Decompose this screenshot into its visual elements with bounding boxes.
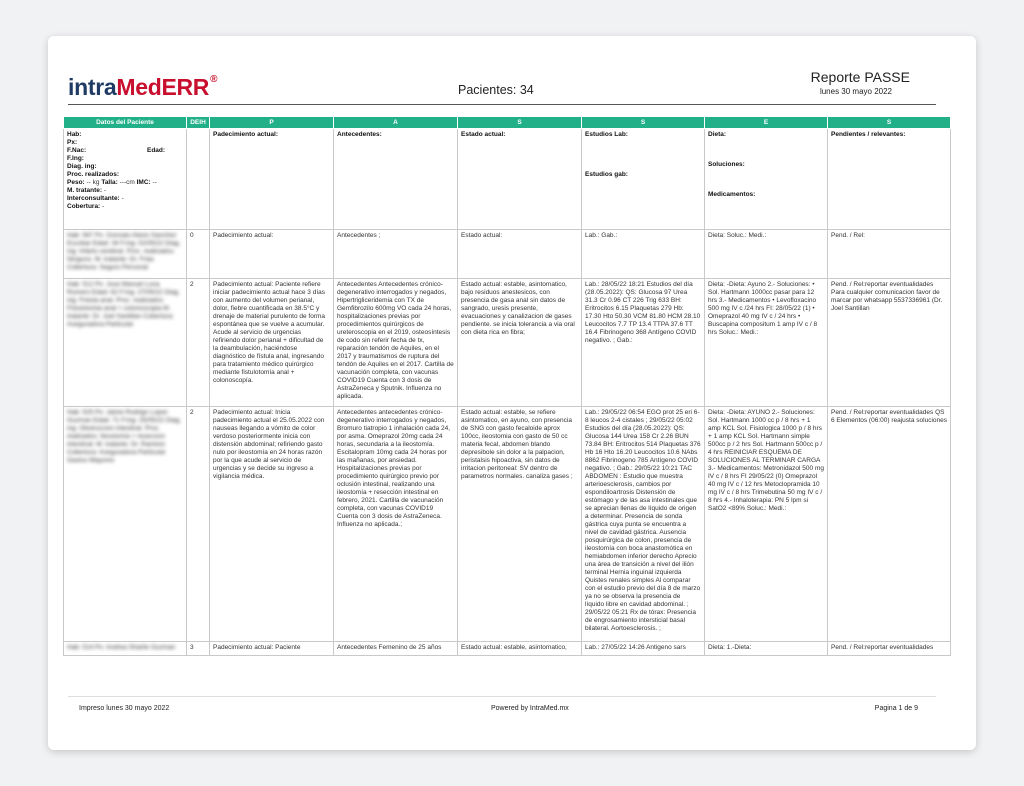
intramed-logo [68,74,217,101]
template-deih-cell [187,129,210,230]
report-header [48,36,976,106]
report-title: Reporte PASSE [810,69,910,85]
report-page [48,36,976,750]
table-row [64,279,951,407]
label-imc: IMC: [136,179,151,186]
label-fnac: F.Nac: [67,147,87,154]
table-row [64,407,951,642]
col-header-e: E [705,117,828,129]
s1-cell: Estado actual: estable, asintomatico, bajo residuos anestesicos, con presencia de gasa anal sin datos de sangrado, uresis presente, evacuaciones y canalizacion de gases pendiente. se inicia tolerancia a via oral con dieta rica en fibra; [458,279,582,407]
p-cell: Padecimiento actual: Paciente refiere iniciar padecimiento actual hace 3 días con aumento del volumen perianal, dolor, fiebre cuantificada en 38.5°C y drenaje de material purulento de forma espontánea que se vuelve a acumular. Acude al servicio de urgencias refiriendo dolor perianal + dificultad de la deambulación, haciéndose diagnóstico de fístula anal, ingresando para tratamiento médico quirúrgico mediante fistulotomía anal + colonoscopía. [210,279,334,407]
template-row [64,129,951,230]
label-proc: Proc. realizados: [67,171,120,178]
label-dieta: Dieta: [708,131,727,138]
label-tratante: M. tratante: [67,187,103,194]
e-cell: Dieta: 1.-Dieta: [705,642,828,656]
label-pendientes: Pendientes / relevantes: [831,131,906,138]
deih-cell: 3 [187,642,210,656]
table-row [64,230,951,279]
col-header-deih: DEIH [187,117,210,129]
patients-count: Pacientes: 34 [458,83,534,97]
col-header-s2: S [582,117,705,129]
label-estudios-gab: Estudios gab: [585,171,628,178]
template-p-cell [210,129,334,230]
printed-date: Impreso lunes 30 mayo 2022 [79,705,170,712]
s1-cell: Estado actual: [458,230,582,279]
report-date: lunes 30 mayo 2022 [819,87,892,96]
s3-cell: Pend. / Rel:reportar eventualidades Para cualquier comunicacion favor de marcar por whatsapp 5537336961 (Dr. Joel Santillan [828,279,951,407]
label-medicamentos: Medicamentos: [708,191,756,198]
label-px: Px: [67,139,78,146]
logo-part2: MedERR [116,74,210,100]
p-cell: Padecimiento actual: [210,230,334,279]
template-e-cell [705,129,828,230]
p-cell: Padecimiento actual: Inicia padecimiento actual el 25.05.2022 con nauseas llegando a vómito de color verdoso posteriormente inicia con distensión abdominal; refiriendo gasto nulo por ileostomía en 24 horas razón por la que acude al servicio de urgencias y se decide su ingreso a vigilancia médica. [210,407,334,642]
label-hab: Hab: [67,131,82,138]
value-tratante: - [103,187,107,194]
a-cell: Antecedentes Antecedentes crónico-degenerativo interrogados y negados, Hipertrigliceridemia con TX de Gemfibrozilo 600mg VO cada 24 horas, hospitalizaciones previas por procedimientos quirúrgicos de ureteroscopia en el 2019, osteosíntesis de codo sin referir fecha de tx, reparación tendón de Aquiles, en el 2017 y traumatismos de ruptura del tendón de Aquiles en el 2017. Cartilla de vacunación completa, con vacunas COVID19 Cuenta con 3 dosis de AstraZeneca y Sputnik. Influenza no aplicada. [334,279,458,407]
e-cell: Dieta: Soluc.: Medi.: [705,230,828,279]
label-cobertura: Cobertura: [67,203,101,210]
patient-info-cell: Hab: 525 Px: Jaime Rodrigo Lopez Guzman Edad: 71 F.Ing: 25/05/22 Diag. ing: Obstruccion intestinal. Proc. realizados: Ileostomia + reseccion intestinal. M. tratante: Dr. Ramirez Cobertura: Aseguradora Particular Gastos Mayores [64,407,187,642]
patients-table [63,116,951,656]
deih-cell: 2 [187,407,210,642]
label-diag: Diag. ing: [67,163,97,170]
s3-cell: Pend. / Rel:reportar eventualidades QS 6 Elementos (06:00) reajusta soluciones [828,407,951,642]
label-estado: Estado actual: [461,131,506,138]
a-cell: Antecedentes antecedentes crónico-degenerativo interrogados y negados, Bromuro tiatropio 1 inhalación cada 24, por asma. Omeprazol 20mg cada 24 horas, secundaria a la ileostomía. Escitalopram 10mg cada 24 horas por las mañanas, por ansiedad. Hospitalizaciones previas por procedimiento quirúrgico previo por oclusión intestinal, realizando una ileostomía + resección intestinal en febrero, 2021. Cartilla de vacunación completa, con vacunas COVID19 Cuenta con 3 dosis de AstraZeneca. Influenza no aplicada.; [334,407,458,642]
s1-cell: Estado actual: estable, asintomatico, [458,642,582,656]
label-padecimiento: Padecimiento actual: [213,131,279,138]
patient-info-cell: Hab: 512 Px: Jose Manuel Luna Romero Edad: 62 F.Ing: 27/05/22 Diag. ing: Fistula anal. Proc. realizados: Fistulotomia anal + colonoscopia M. tratante: Dr. Joel Santillan Cobertura: Aseguradora Particular [64,279,187,407]
label-edad: Edad: [147,147,166,154]
logo-part1: intra [68,74,117,100]
s2-cell: Lab.: 29/05/22 06:54 EGO prot 25 eri 6-8 leucos 2-4 cistales ; 29/05/22 05:02 Estudios del día (28.05.2022): QS: Glucosa 144 Urea 158 Cr 2.26 BUN 73.84 BH: Eritrocitos 514 Plaquetas 376 Hb 16 Hto 16.20 Leucocitos 10.6 NAbs 8862 Fibrinogeno 785 Antígeno COVID negativo. ; Gab.: 29/05/22 10:21 TAC ABDOMEN : Estudio que muestra arterioesclerosis, cambios por espondiloartrosis Distensión de estómago y de las asa intestinales que se aprecian llenas de líquido de origen a determinar. Presencia de sonda gástrica cuya punta se encuentra a nivel de cavidad gástrica. Ausencia posquirúrgica de colon, presencia de ileostomía con boca anastomótica en hemiabdomen inferior derecho Aprecio una área de transición a nivel del ilión terminal Hernia inguinal izquierda Quistes renales simples Al comparar con el estudio previo del día 8 de marzo ya no se observa la presencia de líquido libre en cavidad abdominal. ; 29/05/22 05:21 Rx de tórax: Presencia de engrosamiento intersticial basal bilateral. Aortoesclerosis. ; [582,407,705,642]
table-row [64,642,951,656]
s2-cell: Lab.: 27/05/22 14:26 Antigeno sars [582,642,705,656]
s2-cell: Lab.: Gab.: [582,230,705,279]
template-s2-cell [582,129,705,230]
value-talla: ---cm [119,179,135,186]
header-rule [68,104,936,105]
template-a-cell [334,129,458,230]
deih-cell: 0 [187,230,210,279]
powered-by: Powered by IntraMed.mx [491,705,569,712]
template-patient-cell [64,129,187,230]
p-cell: Padecimiento actual: Paciente [210,642,334,656]
s3-cell: Pend. / Rel: [828,230,951,279]
deih-cell: 2 [187,279,210,407]
s2-cell: Lab.: 28/05/22 18:21 Estudios del día (28.05.2022): QS: Glucosa 97 Urea 31.3 Cr 0.96 CT 226 Trig 633 BH: Eritrocitos 6.15 Plaquetas 279 Hb: 17.30 Hto 50.30 VCM 81.80 HCM 28.10 Leucocitos 7.7 TP 13.4 TTPA 37.6 TT 16.4 Fibrinogeno 368 Antígeno COVID negativo. ; Gab.: [582,279,705,407]
col-header-a: A [334,117,458,129]
patient-info-cell: Hab: 514 Px: Andrea Sharlie Guzman [64,642,187,656]
col-header-s3: S [828,117,951,129]
patient-info-cell: Hab: 567 Px: Gonzalo Alexis Sanchez Escobar Edad: 34 F.Ing: 02/05/22 Diag. ing: Infarto cerebral. Proc. realizados: Ninguno. M. tratante: Dr. Frias Cobertura: Seguro Personal [64,230,187,279]
registered-mark: ® [210,74,218,85]
label-estudios-lab: Estudios Lab: [585,131,628,138]
label-peso: Peso: [67,179,85,186]
a-cell: Antecedentes ; [334,230,458,279]
page-number: Pagina 1 de 9 [874,705,918,712]
col-header-patient: Datos del Paciente [64,117,187,129]
label-antecedentes: Antecedentes: [337,131,382,138]
value-cobertura: - [102,203,105,210]
value-interconsultante: - [121,195,124,202]
s3-cell: Pend. / Rel:reportar eventualidades [828,642,951,656]
e-cell: Dieta: -Dieta: Ayuno 2.- Soluciones: • Sol. Hartmann 1000cc pasar para 12 hrs 3.- Medicamentos • Levofloxacino 500 mg IV c /24 hrs FI: 28/05/22 (1) • Omeprazol 40 mg IV c / 24 hrs • Buscapina compositum 1 amp IV c / 8 hrs Soluc.: Medi.: [705,279,828,407]
template-s3-cell [828,129,951,230]
label-fing: F.Ing: [67,155,84,162]
e-cell: Dieta: -Dieta: AYUNO 2.- Soluciones: Sol. Hartmann 1000 cc p / 8 hrs + 1 amp KCL Sol. Fisiologica 1000 p / 8 hrs + 1 amp KCL Sol. Hartmann simple 500cc p / 2 hrs Sol. Hartmann 500cc p / 4 hrs REINICIAR ESQUEMA DE SOLUCIONES AL TERMINAR CARGA 3.- Medicamentos: Metronidazol 500 mg IV c / 8 hrs FI 29/05/22 (0) Omeprazol 40 mg IV c / 12 hrs Metoclopramida 10 mg IV c / 8 hrs Trimebutina 50 mg IV c / 8 hrs 4.- Inhaloterapia: PN 5 lpm si SatO2 <89% Soluc.: Medi.: [705,407,828,642]
col-header-p: P [210,117,334,129]
s1-cell: Estado actual: estable, se refiere asintomatico, en ayuno, con presencia de SNG con gasto fecaloide aprox 100cc, ileostomia con gasto de 50 cc materia fecal, abdomen blando depresibole sin dolor a la palpacion, peristalsis hipoactiva, sin datos de irritacion peritoneal: SV dentro de parametros normales. canaliza gases ; [458,407,582,642]
table-header-row [64,117,951,129]
a-cell: Antecedentes Femenino de 25 años [334,642,458,656]
label-talla: Talla: [101,179,118,186]
label-soluciones: Soluciones: [708,161,745,168]
template-s1-cell [458,129,582,230]
col-header-s1: S [458,117,582,129]
value-peso: -- kg [86,179,100,186]
label-interconsultante: Interconsultante: [67,195,120,202]
value-imc: -- [152,179,157,186]
footer-rule [68,696,936,697]
